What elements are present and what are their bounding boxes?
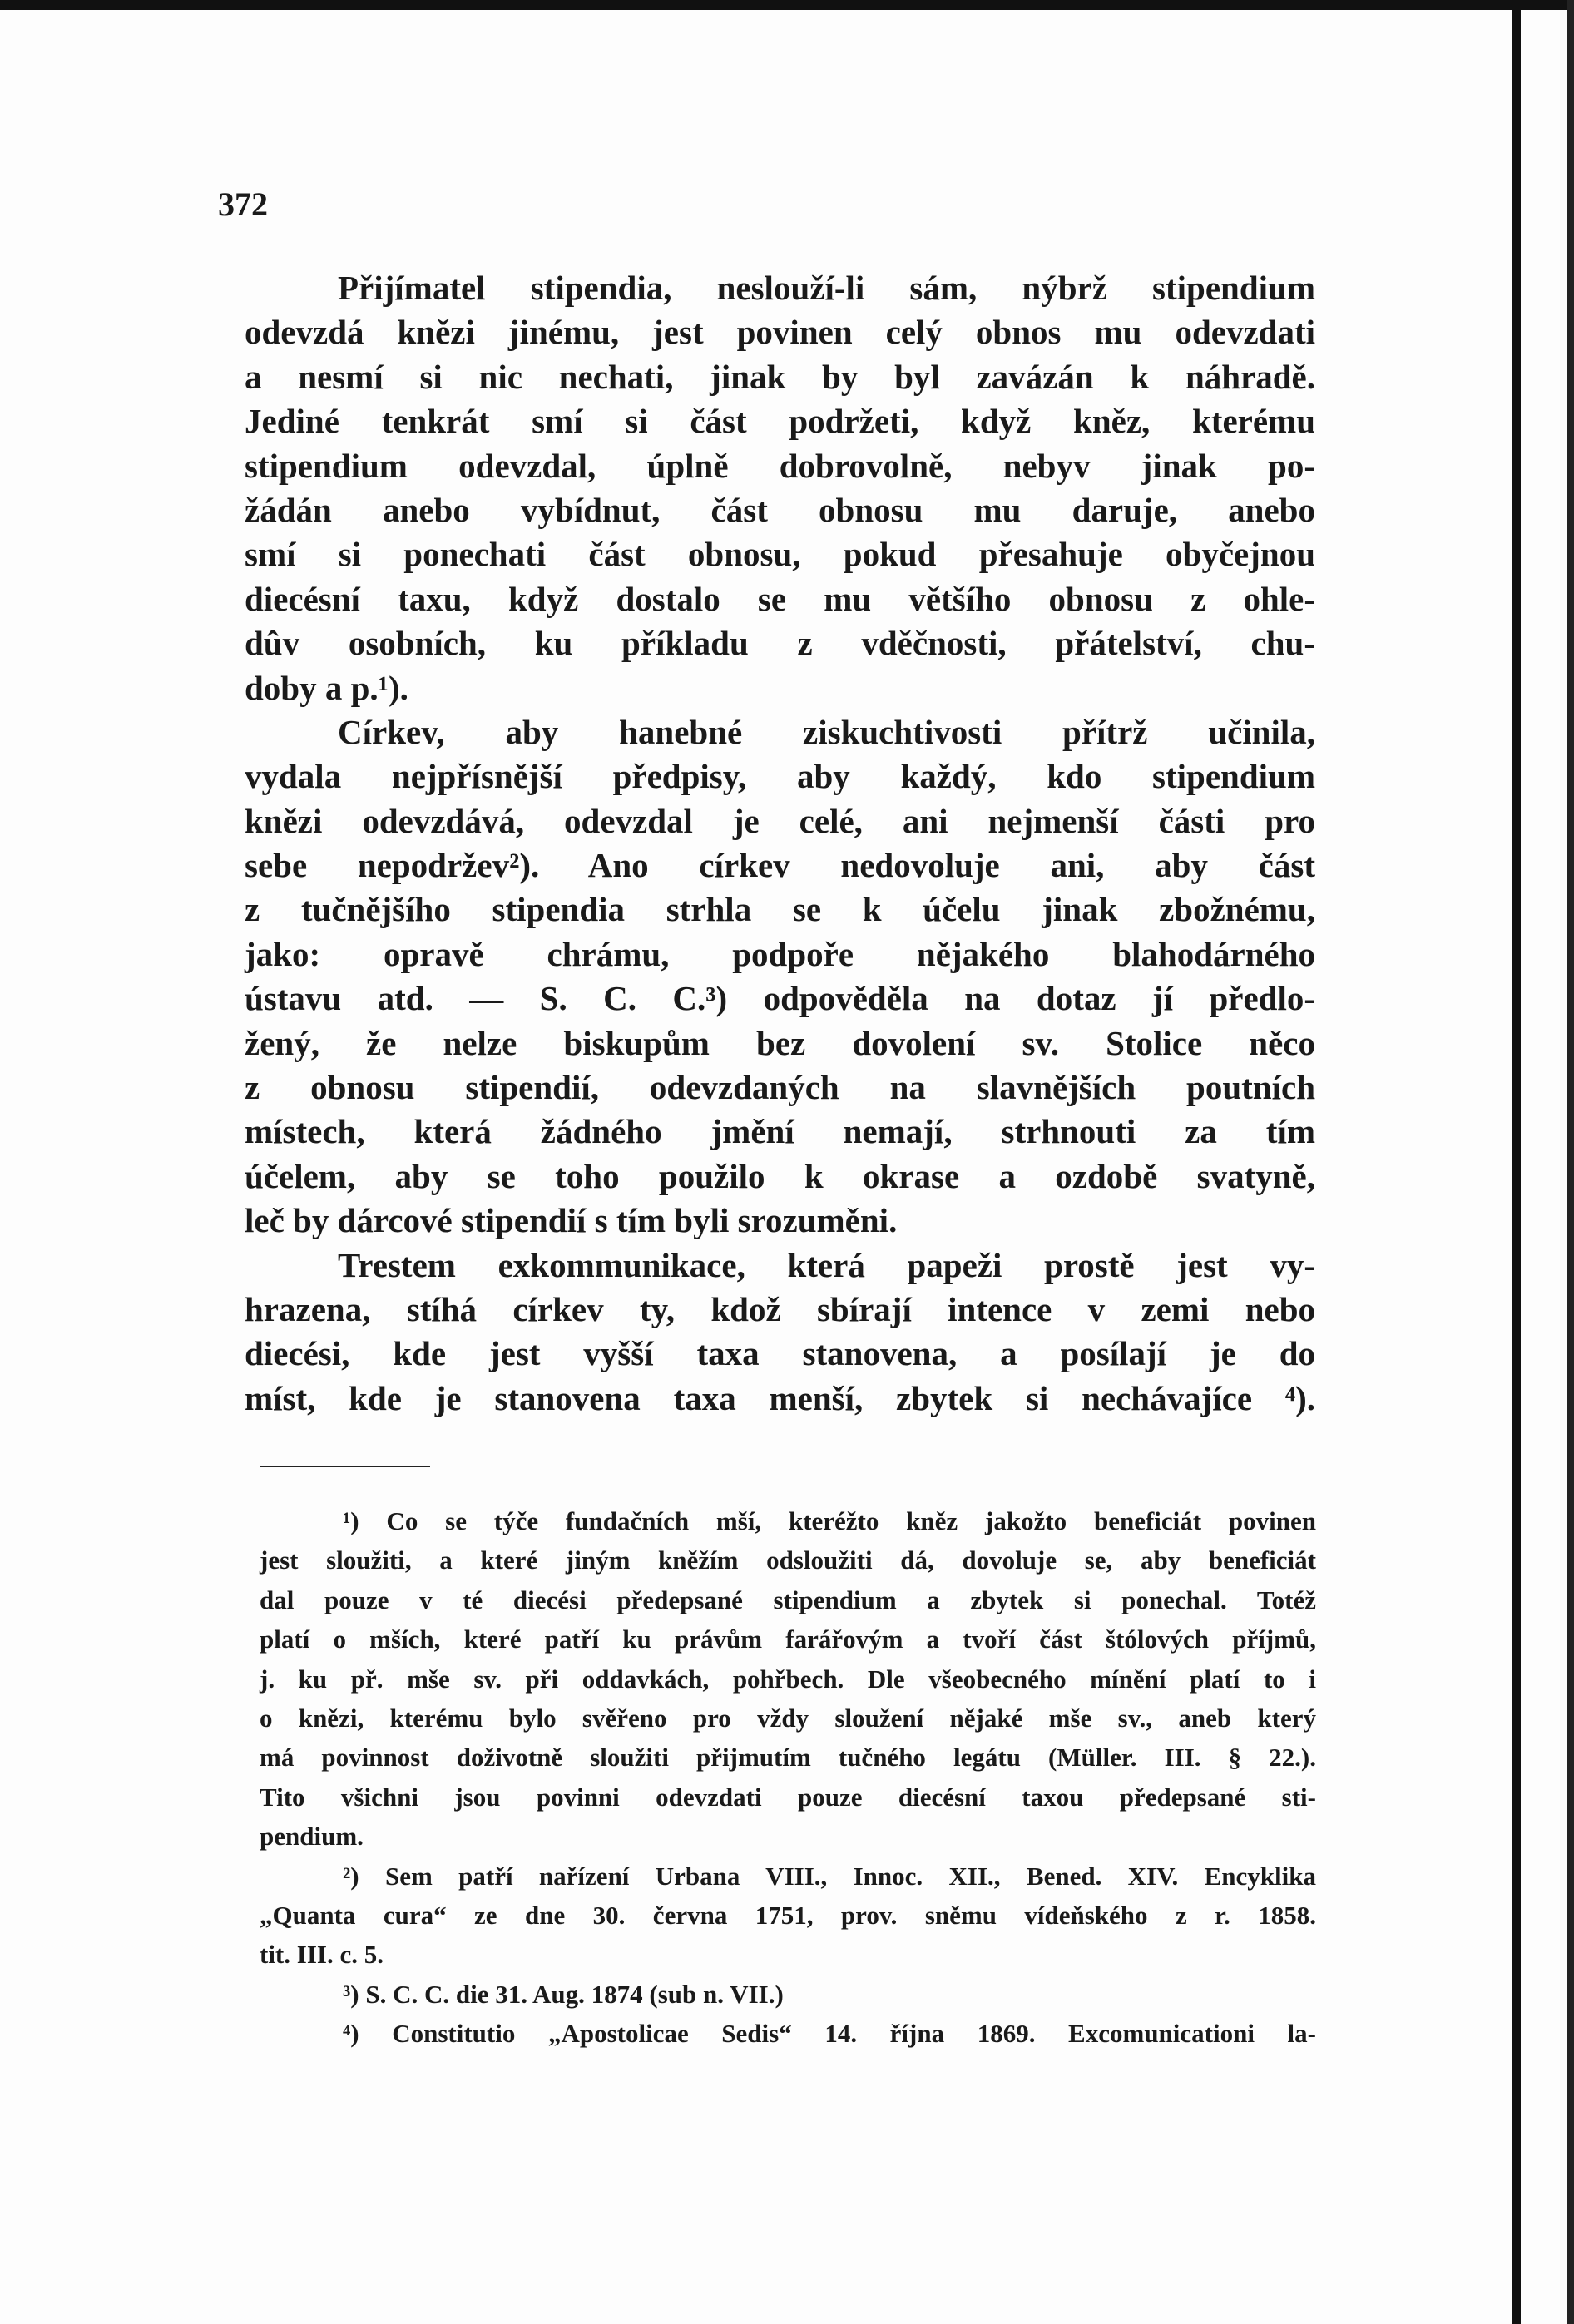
text-line: místech, která žádného jmění nemají, strhnouti za tím xyxy=(245,1112,1315,1151)
footnotes xyxy=(260,1501,1316,2053)
text-line: Církev, aby hanebné ziskuchtivosti přítrž učinila, xyxy=(338,712,1315,751)
text-line: stipendium odevzdal, úplně dobrovolně, nebyv jinak po- xyxy=(245,446,1315,485)
text-line: žádán anebo vybídnut, část obnosu mu daruje, anebo xyxy=(245,490,1315,529)
text-line: Trestem exkommunikace, která papeži prostě jest vy- xyxy=(338,1245,1315,1284)
text-line: z tučnějšího stipendia strhla se k účelu jinak zbožnému, xyxy=(245,890,1315,929)
scan-gutter-line xyxy=(1512,0,1521,2324)
text-line: Přijímatel stipendia, neslouží-li sám, nýbrž stipendium xyxy=(338,269,1315,307)
text-line: odevzdá knězi jinému, jest povinen celý obnos mu odevzdati xyxy=(245,313,1315,352)
footnote-line: ⁴) Constitutio „Apostolicae Sedis“ 14. října 1869. Excomunicationi la- xyxy=(343,2019,1316,2049)
page-number: 372 xyxy=(218,185,268,223)
text-line: sebe nepodržev²). Ano církev nedovoluje ani, aby část xyxy=(245,846,1315,885)
text-line: dûv osobních, ku příkladu z vděčnosti, přátelství, chu- xyxy=(245,624,1315,663)
text-line: knězi odevzdává, odevzdal je celé, ani nejmenší části pro xyxy=(245,801,1315,840)
footnote-line: pendium. xyxy=(260,1822,364,1852)
footnote-line: jest sloužiti, a které jiným kněžím odsloužiti dá, dovoluje se, aby beneficiát xyxy=(260,1545,1316,1575)
text-line: žený, že nelze biskupům bez dovolení sv. Stolice něco xyxy=(245,1023,1315,1062)
footnote-line: dal pouze v té diecési předepsané stipendium a zbytek si ponechal. Totéž xyxy=(260,1585,1316,1614)
text-line: jako: opravě chrámu, podpoře nějakého blahodárného xyxy=(245,934,1315,973)
text-line: diecési, kde jest vyšší taxa stanovena, a posílají je do xyxy=(245,1334,1315,1373)
text-line: míst, kde je stanovena taxa menší, zbytek si nechávajíce ⁴). xyxy=(245,1378,1315,1417)
text-line: leč by dárcové stipendií s tím byli srozuměni. xyxy=(245,1201,898,1240)
footnote-line: „Quanta cura“ ze dne 30. června 1751, prov. sněmu vídeňského z r. 1858. xyxy=(260,1900,1316,1930)
text-line: smí si ponechati část obnosu, pokud přesahuje obyčejnou xyxy=(245,535,1315,574)
footnote-line: ²) Sem patří nařízení Urbana VIII., Innoc. XII., Bened. XIV. Encyklika xyxy=(343,1861,1316,1891)
text-line: ústavu atd. — S. C. C.³) odpověděla na dotaz jí předlo- xyxy=(245,979,1315,1018)
scan-top-border xyxy=(0,0,1574,10)
footnote-separator xyxy=(260,1466,430,1467)
text-line: a nesmí si nic nechati, jinak by byl zavázán k náhradě. xyxy=(245,357,1315,396)
text-line: diecésní taxu, když dostalo se mu většího obnosu z ohle- xyxy=(245,579,1315,618)
footnote-line: Tito všichni jsou povinni odevzdati pouze diecésní taxou předepsané sti- xyxy=(260,1782,1316,1812)
text-line: doby a p.¹). xyxy=(245,668,408,707)
text-line: z obnosu stipendií, odevzdaných na slavnějších poutních xyxy=(245,1068,1315,1107)
footnote-line: ¹) Co se týče fundačních mší, kteréžto kněz jakožto beneficiát povinen xyxy=(343,1506,1316,1535)
main-text xyxy=(245,266,1315,1421)
text-line: Jediné tenkrát smí si část podržeti, když kněz, kterému xyxy=(245,402,1315,441)
footnote-line: tit. III. c. 5. xyxy=(260,1940,384,1970)
footnote-line: o knězi, kterému bylo svěřeno pro vždy sloužení nějaké mše sv., aneb který xyxy=(260,1703,1316,1733)
scan-right-edge xyxy=(1567,0,1574,2324)
footnote-line: j. ku př. mše sv. při oddavkách, pohřbech. Dle všeobecného mínění platí to i xyxy=(260,1664,1316,1694)
footnote-line: ³) S. C. C. die 31. Aug. 1874 (sub n. VII.) xyxy=(343,1979,784,2009)
text-line: vydala nejpřísnější předpisy, aby každý, kdo stipendium xyxy=(245,757,1315,796)
text-line: hrazena, stíhá církev ty, kdož sbírají intence v zemi nebo xyxy=(245,1289,1315,1328)
footnote-line: platí o mších, které patří ku právům farářovým a tvoří část štólových příjmů, xyxy=(260,1624,1316,1654)
footnote-line: má povinnost doživotně sloužiti přijmutím tučného legátu (Müller. III. § 22.). xyxy=(260,1743,1316,1773)
text-line: účelem, aby se toho použilo k okrase a ozdobě svatyně, xyxy=(245,1156,1315,1195)
